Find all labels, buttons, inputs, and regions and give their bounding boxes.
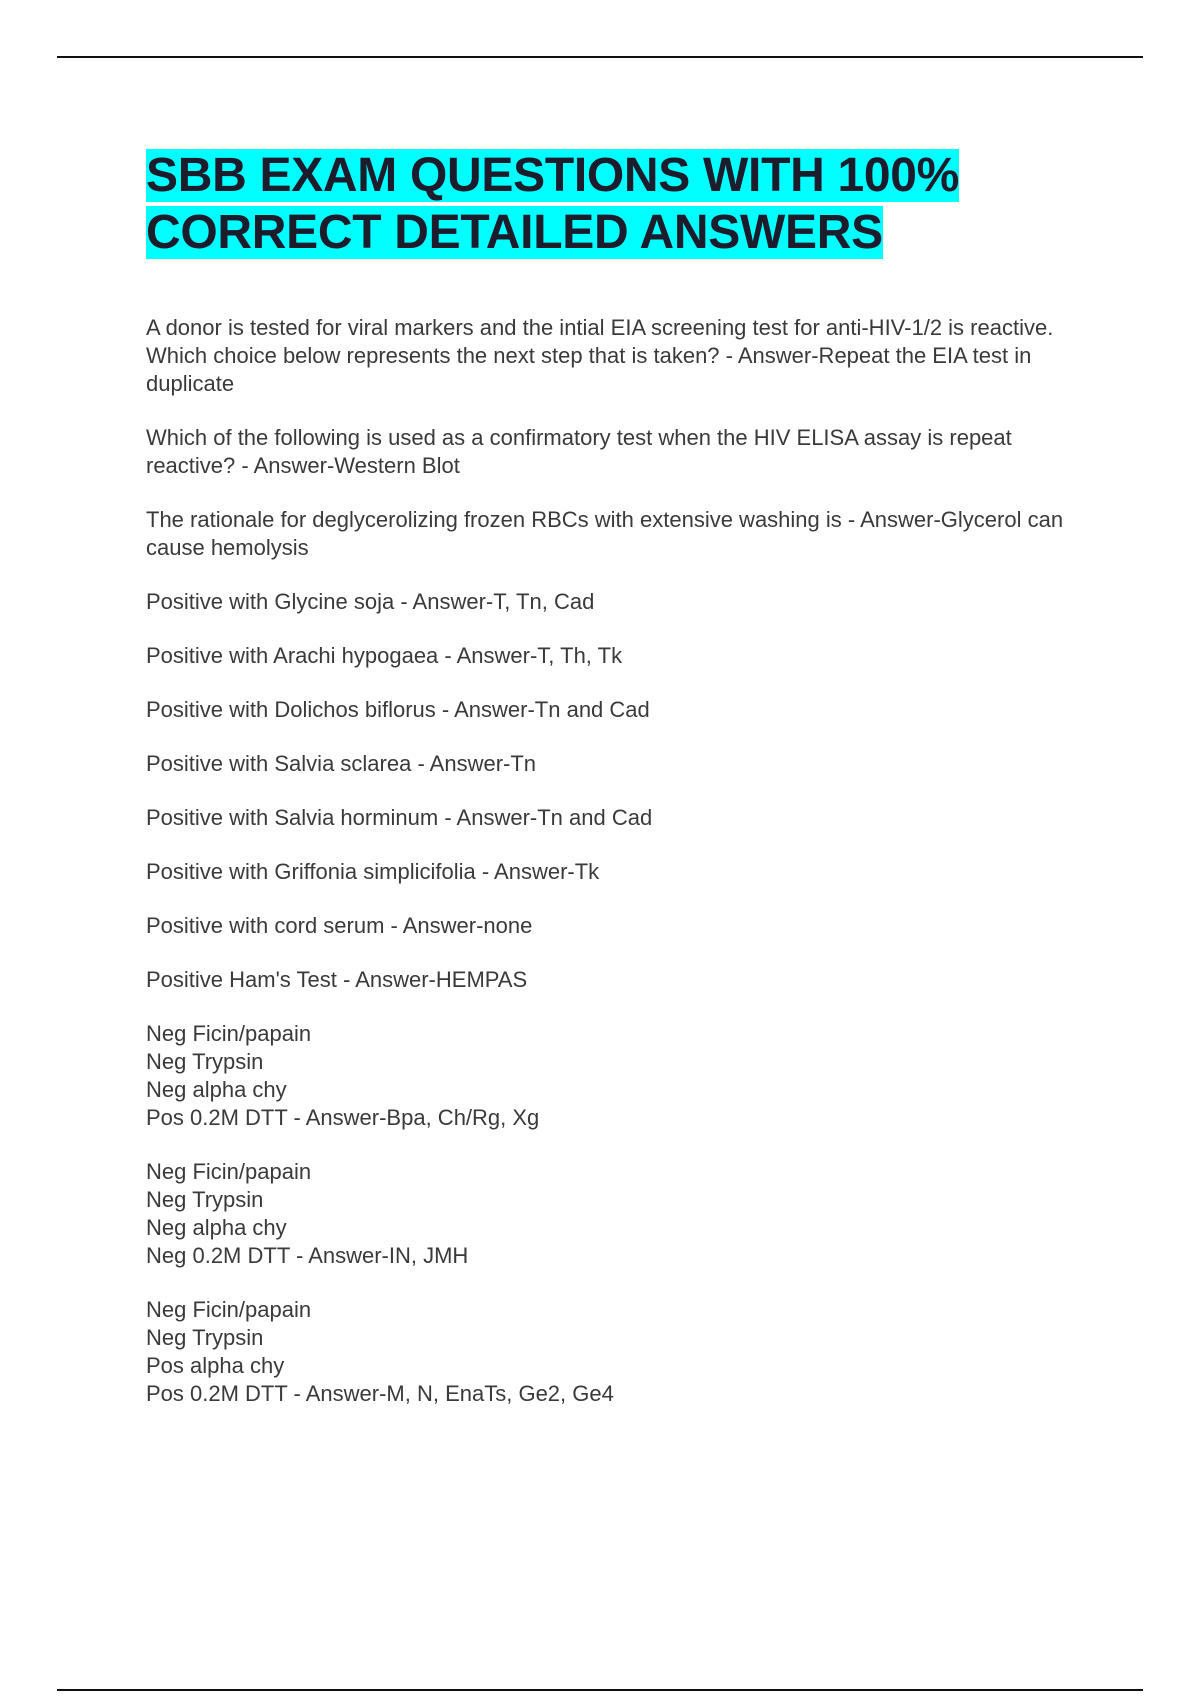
- qa-item: Positive with Salvia horminum - Answer-Tn and Cad: [146, 805, 653, 830]
- top-rule: [57, 56, 1143, 58]
- qa-item: Positive with Salvia sclarea - Answer-Tn: [146, 751, 537, 776]
- qa-item: Positive with Arachi hypogaea - Answer-T, Th, Tk: [146, 643, 623, 668]
- qa-item: Positive with Dolichos biflorus - Answer-Tn and Cad: [146, 697, 650, 722]
- bottom-rule: [57, 1689, 1143, 1691]
- document-title: [146, 147, 1076, 261]
- qa-item: Neg Ficin/papain Neg Trypsin Neg alpha chy Pos 0.2M DTT - Answer-Bpa, Ch/Rg, Xg: [146, 1021, 540, 1130]
- qa-item: Positive Ham's Test - Answer-HEMPAS: [146, 967, 528, 992]
- qa-item: The rationale for deglycerolizing frozen RBCs with extensive washing is - Answer-Glycerol can cause hemolysis: [146, 507, 1064, 560]
- qa-item: Neg Ficin/papain Neg Trypsin Neg alpha chy Neg 0.2M DTT - Answer-IN, JMH: [146, 1159, 469, 1268]
- qa-item: Positive with Griffonia simplicifolia - Answer-Tk: [146, 859, 600, 884]
- qa-item: Neg Ficin/papain Neg Trypsin Pos alpha chy Pos 0.2M DTT - Answer-M, N, EnaTs, Ge2, Ge4: [146, 1297, 614, 1406]
- qa-item: Positive with cord serum - Answer-none: [146, 913, 533, 938]
- qa-item: Which of the following is used as a confirmatory test when the HIV ELISA assay is repeat reactive? - Answer-Western Blot: [146, 425, 1012, 478]
- title-line-2: CORRECT DETAILED ANSWERS: [146, 206, 883, 259]
- qa-item: Positive with Glycine soja - Answer-T, Tn, Cad: [146, 589, 595, 614]
- qa-list: [146, 314, 1076, 1408]
- title-line-1: SBB EXAM QUESTIONS WITH 100%: [146, 149, 960, 202]
- document-body: [146, 147, 1076, 1434]
- qa-item: A donor is tested for viral markers and the intial EIA screening test for anti-HIV-1/2 is reactive. Which choice below represents the next step that is taken? - Answer-Repeat the EIA test in duplicate: [146, 315, 1054, 396]
